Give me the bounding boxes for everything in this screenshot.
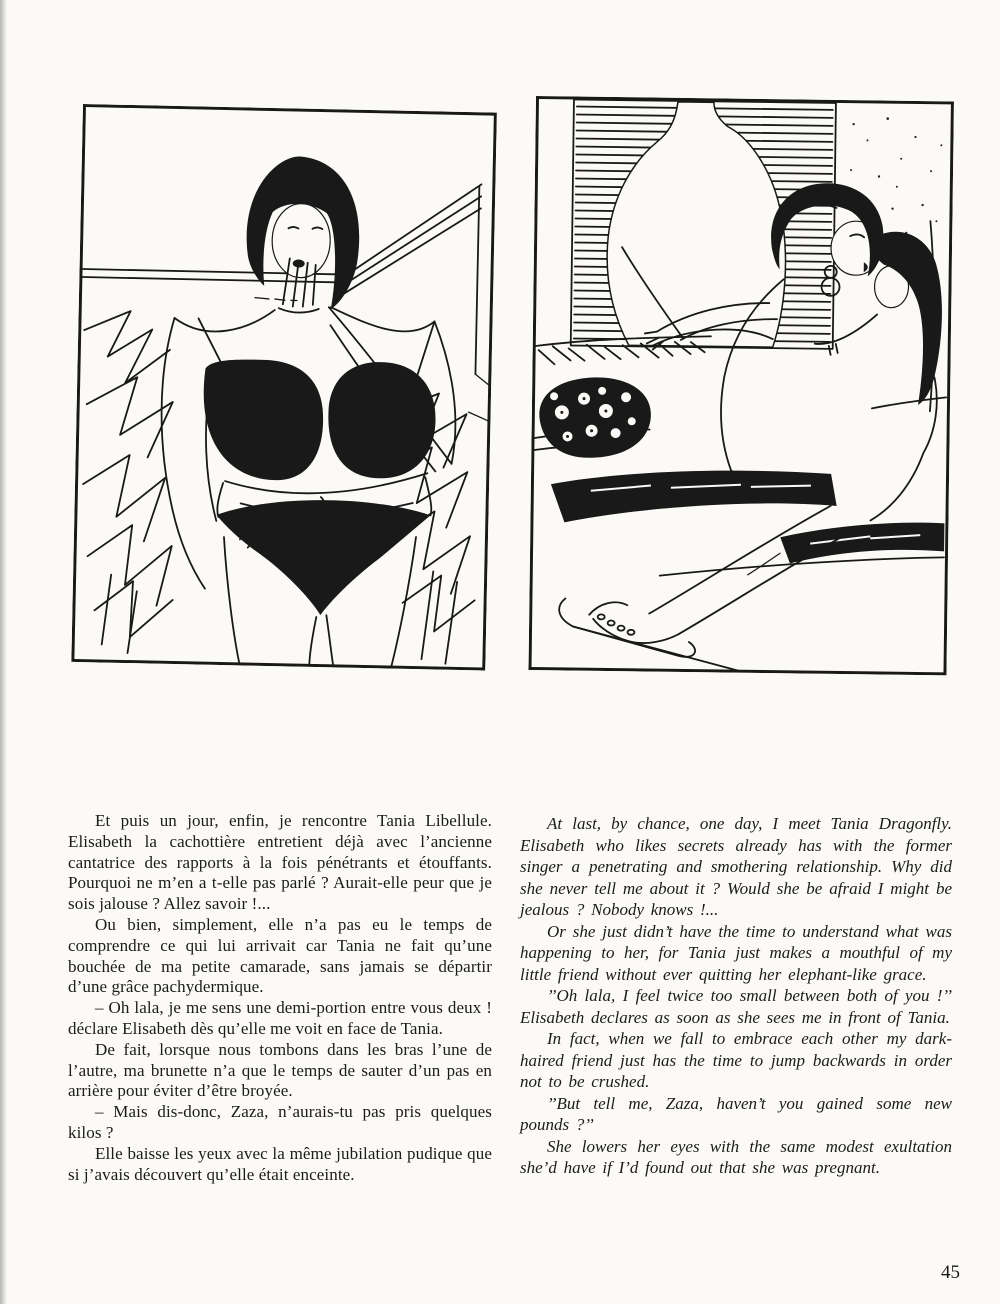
french-paragraph-3: – Oh lala, je me sens une demi-portion entre vous deux ! déclare Elisabeth dès qu’elle me voit en face de Tania. xyxy=(68,998,492,1038)
comic-panel-right xyxy=(528,96,953,675)
english-paragraph-1: At last, by chance, one day, I meet Tania Dragonfly. Elisabeth who likes secrets already has with the former singer a penetrating and smothering relationship. Why did she never tell me about it ? Would she be afraid I might be jealous ? Nobody knows !... xyxy=(520,814,952,919)
page-number: 45 xyxy=(941,1262,960,1283)
french-text-column xyxy=(68,811,492,1185)
english-text-column xyxy=(520,813,952,1179)
english-paragraph-6: She lowers her eyes with the same modest exultation she’d have if I’d found out that she was pregnant. xyxy=(520,1136,952,1177)
french-paragraph-5: – Mais dis-donc, Zaza, n’aurais-tu pas pris quelques kilos ? xyxy=(68,1102,492,1142)
comic-panel-left xyxy=(71,104,497,671)
scan-edge-shadow xyxy=(0,0,7,1304)
french-paragraph-6: Elle baisse les yeux avec la même jubilation pudique que si j’avais découvert qu’elle était enceinte. xyxy=(68,1143,492,1184)
english-paragraph-4: In fact, when we fall to embrace each other my dark-haired friend just has the time to jump backwards in order not to be crushed. xyxy=(520,1029,952,1091)
french-paragraph-2: Ou bien, simplement, elle n’a pas eu le temps de comprendre ce qui lui arrivait car Tania ne fait qu’une bouchée de ma petite camarade, sans jamais se départir d’une grâce pachydermique. xyxy=(68,914,492,997)
panel-right-artwork xyxy=(528,96,953,675)
french-paragraph-1: Et puis un jour, enfin, je rencontre Tania Libellule. Elisabeth la cachottière entretient déjà avec l’ancienne cantatrice des rapports à la fois pénétrants et étouffants. Pourquoi ne m’en a t-elle pas parlé ? Aurait-elle peur que je sois jalouse ? Allez savoir !... xyxy=(68,811,492,914)
english-paragraph-3: ’’Oh lala, I feel twice too small between both of you !’’ Elisabeth declares as soon as she sees me in front of Tania. xyxy=(520,986,952,1027)
french-paragraph-4: De fait, lorsque nous tombons dans les bras l’une de l’autre, ma brunette n’a que le temps de sauter d’un pas en arrière pour éviter d’être broyée. xyxy=(68,1039,492,1101)
panel-left-artwork xyxy=(71,104,497,671)
english-paragraph-2: Or she just didn’t have the time to understand what was happening to her, for Tania just makes a mouthful of my little friend without ever quitting her elephant-like grace. xyxy=(520,921,952,984)
english-paragraph-5: ’’But tell me, Zaza, haven’t you gained some new pounds ?’’ xyxy=(520,1093,952,1134)
